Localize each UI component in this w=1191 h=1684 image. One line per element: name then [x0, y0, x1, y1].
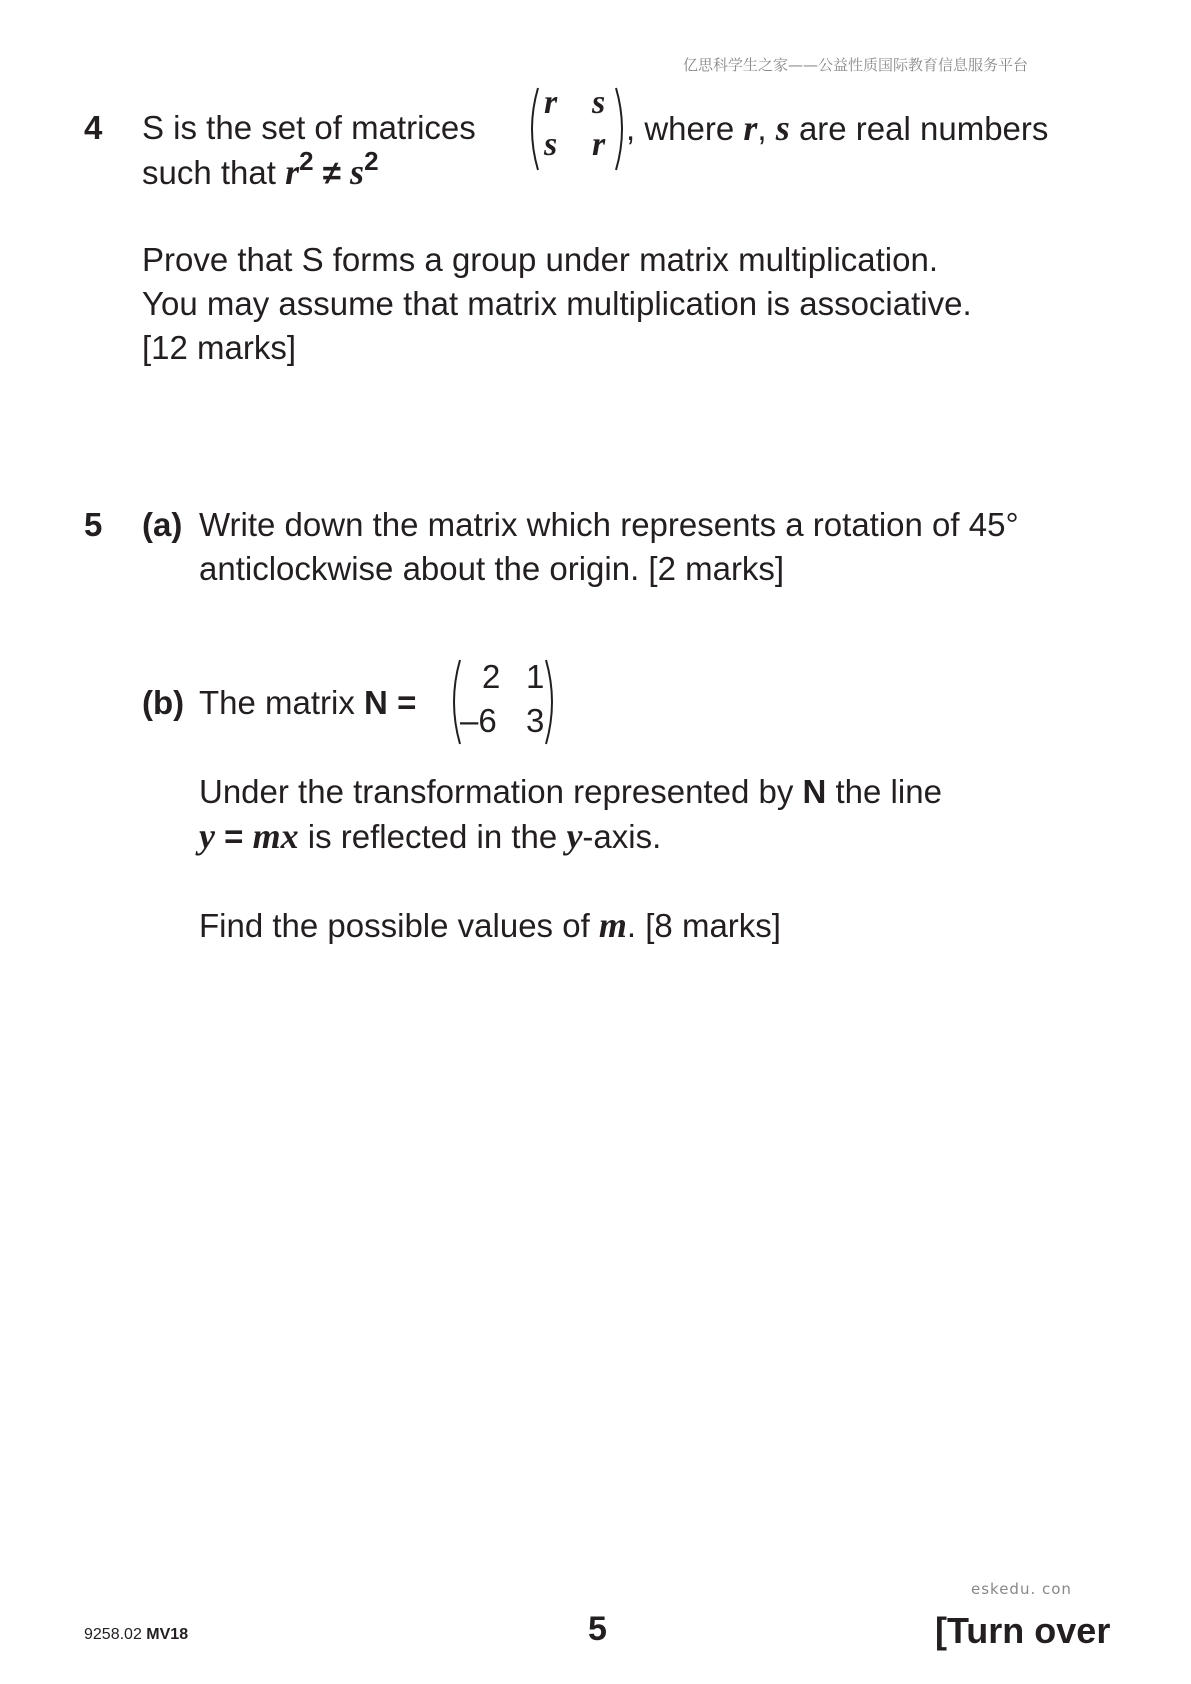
paper-code-number: 9258.02	[84, 1626, 142, 1643]
question-5a-label: (a)	[142, 506, 183, 543]
question-4-prove: Prove that S forms a group under matrix multiplication.	[142, 241, 939, 278]
question-4-line1-a: S is the set of matrices	[142, 109, 476, 146]
matrix-cell-r1c1: r	[544, 84, 558, 121]
matrix-cell-r1c1: 2	[482, 658, 501, 695]
var-m: m	[598, 905, 627, 945]
the-line-text: the line	[835, 773, 942, 810]
matrix-N-ref: N	[802, 773, 827, 810]
question-5b-matrix	[446, 656, 560, 748]
question-5b-label: (b)	[142, 684, 185, 721]
question-5b-text	[199, 681, 416, 725]
question-4-matrix	[524, 84, 630, 174]
turn-over: [Turn over	[935, 1610, 1111, 1651]
header-source: 亿思科学生之家——公益性质国际教育信息服务平台	[683, 56, 1029, 74]
question-4-marks: [12 marks]	[142, 329, 297, 366]
var-y-axis: y	[566, 816, 583, 856]
question-5b-line1	[199, 770, 942, 814]
marks-text: . [8 marks]	[626, 907, 781, 944]
matrix-N-label: N	[364, 684, 388, 721]
real-numbers-text: are real numbers	[798, 110, 1049, 147]
reflected-text: is reflected in the	[307, 818, 558, 855]
question-4-line2	[142, 146, 379, 195]
var-y: y	[199, 816, 215, 856]
not-equal-sign: ≠	[322, 154, 341, 191]
matrix-cell-r1c2: s	[592, 84, 606, 121]
question-5a-line1: Write down the matrix which represents a rotation of 45°	[199, 506, 1019, 543]
the-matrix-text: The matrix	[199, 684, 355, 721]
under-transformation-text: Under the transformation represented by	[199, 773, 794, 810]
var-s: s	[775, 108, 790, 148]
page-number: 5	[588, 1610, 607, 1648]
question-4-number: 4	[84, 109, 103, 146]
find-values-text: Find the possible values of	[199, 907, 590, 944]
paper-code-bold: MV18	[146, 1626, 189, 1643]
comma: ,	[757, 110, 767, 147]
where-text: , where	[626, 110, 735, 147]
cond-exp-2: 2	[364, 146, 379, 176]
var-r: r	[743, 108, 758, 148]
matrix-cell-r2c1: s	[544, 126, 558, 163]
question-5a-line2: anticlockwise about the origin. [2 marks]	[199, 550, 785, 587]
matrix-brackets	[524, 84, 630, 174]
equals-sign-2: =	[224, 818, 244, 855]
cond-exp-1: 2	[299, 146, 314, 176]
question-5-number: 5	[84, 506, 103, 543]
watermark: eskedu. con	[971, 1580, 1072, 1598]
matrix-cell-r2c1: –6	[460, 702, 497, 739]
equals-sign: =	[397, 684, 417, 721]
matrix-cell-r2c2: 3	[526, 702, 545, 739]
paper-code	[84, 1626, 188, 1644]
cond-r: r	[285, 152, 300, 192]
question-5b-line3	[199, 903, 781, 948]
question-4-assume: You may assume that matrix multiplication is associative.	[142, 285, 972, 322]
var-mx: mx	[252, 816, 299, 856]
question-4-line1-b	[626, 106, 1048, 151]
axis-text: -axis.	[582, 818, 662, 855]
matrix-cell-r2c2: r	[592, 126, 606, 163]
matrix-cell-r1c2: 1	[526, 658, 545, 695]
question-5b-line2	[199, 814, 661, 859]
such-that-text: such that	[142, 154, 276, 191]
cond-s: s	[350, 152, 365, 192]
